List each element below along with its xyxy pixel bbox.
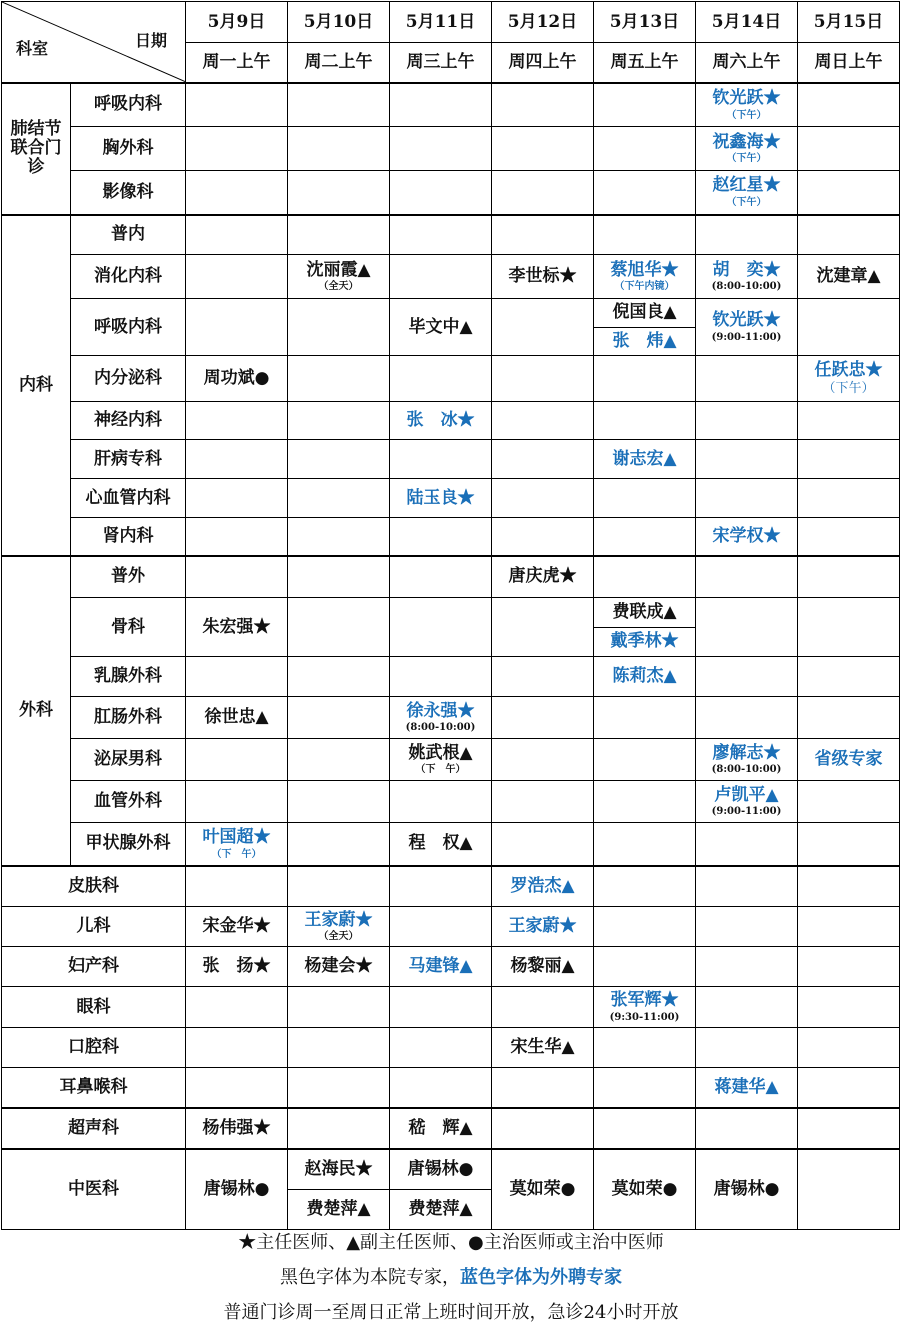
doctor-cell: 蒋建华▲: [696, 1068, 798, 1108]
doctor-cell-split: 唐锡林● 费楚萍▲: [390, 1149, 492, 1230]
doctor-cell: 张军辉★ (9:30-11:00): [594, 987, 696, 1028]
day-date: 5月11日: [390, 2, 492, 43]
doctor-cell: 叶国超★ （下 午）: [186, 823, 288, 866]
dept-label: 肾内科: [71, 518, 186, 556]
legend-hours: 普通门诊周一至周日正常上班时间开放，急诊24小时开放: [223, 1302, 679, 1323]
day-date: 5月15日: [798, 2, 900, 43]
header-corner: [2, 2, 186, 83]
dept-label: 耳鼻喉科: [2, 1068, 186, 1108]
doctor-cell: 陈莉杰▲: [594, 657, 696, 697]
dept-label: 内分泌科: [71, 356, 186, 402]
dept-label: 口腔科: [2, 1028, 186, 1068]
dept-label: 影像科: [71, 171, 186, 215]
doctor-cell: 宋生华▲: [492, 1028, 594, 1068]
group-surgery: 外科: [2, 556, 71, 866]
doctor-cell: 李世标★: [492, 255, 594, 299]
day-session: 周三上午: [390, 43, 492, 83]
doctor-cell: 杨黎丽▲: [492, 947, 594, 987]
dept-label: 甲状腺外科: [71, 823, 186, 866]
doctor-cell: 沈建章▲: [798, 255, 900, 299]
day-session: 周一上午: [186, 43, 288, 83]
doctor-cell: 宋学权★: [696, 518, 798, 556]
doctor-cell: 姚武根▲ （下 午）: [390, 739, 492, 781]
doctor-cell: 莫如荣●: [492, 1149, 594, 1230]
dept-label: 呼吸内科: [71, 299, 186, 356]
dept-label: 乳腺外科: [71, 657, 186, 697]
group-lung-nodule: 肺结节联合门诊: [2, 83, 71, 215]
legend-fonts: [0, 1263, 902, 1289]
dept-label: 普外: [71, 556, 186, 598]
dept-label: 肝病专科: [71, 440, 186, 479]
dept-label: 血管外科: [71, 781, 186, 823]
doctor-cell-split: 赵海民★ 费楚萍▲: [288, 1149, 390, 1230]
dept-label: 骨科: [71, 598, 186, 657]
dept-label: 呼吸内科: [71, 83, 186, 127]
doctor-cell: 陆玉良★: [390, 479, 492, 518]
doctor-cell: 周功斌●: [186, 356, 288, 402]
doctor-cell: 毕文中▲: [390, 299, 492, 356]
doctor-cell: 莫如荣●: [594, 1149, 696, 1230]
day-session: 周日上午: [798, 43, 900, 83]
doctor-cell: 张 冰★: [390, 402, 492, 440]
doctor-cell: 谢志宏▲: [594, 440, 696, 479]
legend-blue-text: 蓝色字体为外聘专家: [460, 1267, 622, 1288]
doctor-cell: 赵红星★ （下午）: [696, 171, 798, 215]
dept-label: 儿科: [2, 907, 186, 947]
dept-label: 胸外科: [71, 127, 186, 171]
dept-column-label: 科室: [16, 38, 49, 58]
doctor-cell: 徐世忠▲: [186, 697, 288, 739]
date-row-label: 日期: [134, 31, 167, 50]
group-internal-medicine: 内科: [2, 215, 71, 556]
doctor-cell: 嵇 辉▲: [390, 1108, 492, 1149]
doctor-cell-split: 倪国良▲ 张 炜▲: [594, 299, 696, 356]
dept-label: 皮肤科: [2, 866, 186, 907]
dept-label: 眼科: [2, 987, 186, 1028]
doctor-cell: 祝鑫海★ （下午）: [696, 127, 798, 171]
day-date: 5月14日: [696, 2, 798, 43]
doctor-cell: 蔡旭华★ （下午内镜）: [594, 255, 696, 299]
day-session: 周五上午: [594, 43, 696, 83]
doctor-cell: 朱宏强★: [186, 598, 288, 657]
doctor-cell: 钦光跃★ (9:00-11:00): [696, 299, 798, 356]
legend-symbols: ★主任医师、▲副主任医师、●主治医师或主治中医师: [238, 1232, 664, 1253]
doctor-cell: 杨建会★: [288, 947, 390, 987]
doctor-cell: 宋金华★: [186, 907, 288, 947]
doctor-cell: 省级专家: [798, 739, 900, 781]
dept-label: 消化内科: [71, 255, 186, 299]
doctor-cell: 唐庆虎★: [492, 556, 594, 598]
doctor-cell: 罗浩杰▲: [492, 866, 594, 907]
doctor-cell: 胡 奕★ (8:00-10:00): [696, 255, 798, 299]
day-session: 周六上午: [696, 43, 798, 83]
day-session: 周二上午: [288, 43, 390, 83]
dept-label: 妇产科: [2, 947, 186, 987]
doctor-cell: 王家蔚★ （全天）: [288, 907, 390, 947]
doctor-cell: 程 权▲: [390, 823, 492, 866]
dept-label: 普内: [71, 215, 186, 255]
doctor-cell: 王家蔚★: [492, 907, 594, 947]
doctor-cell: 沈丽霞▲ （全天）: [288, 255, 390, 299]
day-session: 周四上午: [492, 43, 594, 83]
dept-label: 泌尿男科: [71, 739, 186, 781]
doctor-cell: 杨伟强★: [186, 1108, 288, 1149]
schedule-table: [1, 1, 900, 1230]
day-date: 5月10日: [288, 2, 390, 43]
doctor-cell: 唐锡林●: [186, 1149, 288, 1230]
doctor-cell: 廖解志★ (8:00-10:00): [696, 739, 798, 781]
doctor-cell-split: 费联成▲ 戴季林★: [594, 598, 696, 657]
doctor-cell: 马建锋▲: [390, 947, 492, 987]
dept-label: 中医科: [2, 1149, 186, 1230]
dept-label: 超声科: [2, 1108, 186, 1149]
legend-black-text: 黑色字体为本院专家，: [280, 1267, 460, 1288]
day-date: 5月9日: [186, 2, 288, 43]
doctor-cell: 卢凯平▲ (9:00-11:00): [696, 781, 798, 823]
day-date: 5月13日: [594, 2, 696, 43]
dept-label: 肛肠外科: [71, 697, 186, 739]
doctor-cell: 张 扬★: [186, 947, 288, 987]
dept-label: 心血管内科: [71, 479, 186, 518]
doctor-cell: 徐永强★ (8:00-10:00): [390, 697, 492, 739]
doctor-cell: 唐锡林●: [696, 1149, 798, 1230]
dept-label: 神经内科: [71, 402, 186, 440]
doctor-cell: 任跃忠★ （下午）: [798, 356, 900, 402]
day-date: 5月12日: [492, 2, 594, 43]
doctor-cell: 钦光跃★ （下午）: [696, 83, 798, 127]
